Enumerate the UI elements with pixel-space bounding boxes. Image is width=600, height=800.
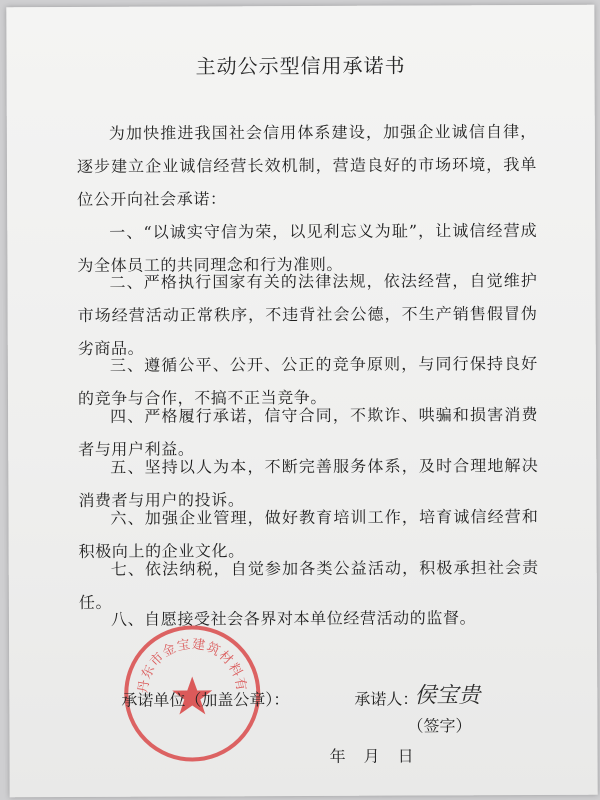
unit-label: 承诺单位（加盖公章）：: [121, 690, 290, 710]
paragraph-item-1: 一、“以诚实守信为荣，以见利忘义为耻”，让诚信经营成为全体员工的共同理念和行为准则。: [77, 220, 538, 275]
document-page: [6, 5, 597, 798]
paragraph-item-6: 六、加强企业管理，做好教育培训工作，培育诚信经营和积极向上的企业文化。: [78, 506, 539, 561]
paragraph-intro: 为加快推进我国社会信用体系建设，加强企业诚信自律，逐步建立企业诚信经营长效机制，营造良好的市场环境，我单位公开向社会承诺：: [76, 121, 538, 209]
paragraph-item-2: 二、严格执行国家有关的法律法规，依法经营，自觉维护市场经营活动正常秩序，不违背社会公德，不生产销售假冒伪劣商品。: [77, 270, 538, 358]
paragraph-item-7: 七、依法纳税，自觉参加各类公益活动，积极承担社会责任。: [78, 557, 539, 612]
sign-note: （签字）: [407, 716, 472, 736]
paragraph-item-5: 五、坚持以人为本，不断完善服务体系，及时合理地解决消费者与用户的投诉。: [78, 455, 539, 510]
document-title: 主动公示型信用承诺书: [195, 53, 406, 79]
paragraph-item-8: 八、自愿接受社会各界对本单位经营活动的监督。: [110, 608, 477, 629]
handwritten-signature: 侯宝贵: [414, 683, 481, 709]
date-line: 年 月 日: [329, 746, 415, 766]
paragraph-item-4: 四、严格履行承诺，信守合同，不欺诈、哄骗和损害消费者与用户利益。: [78, 404, 539, 459]
person-label: 承诺人：: [354, 689, 419, 709]
svg-text:丹东市金宝建筑材料有限公司: 丹东市金宝建筑材料有限公司: [135, 637, 249, 695]
paragraph-item-3: 三、遵循公平、公开、公正的竞争原则，与同行保持良好的竞争与合作，不搞不正当竞争。: [77, 353, 538, 408]
